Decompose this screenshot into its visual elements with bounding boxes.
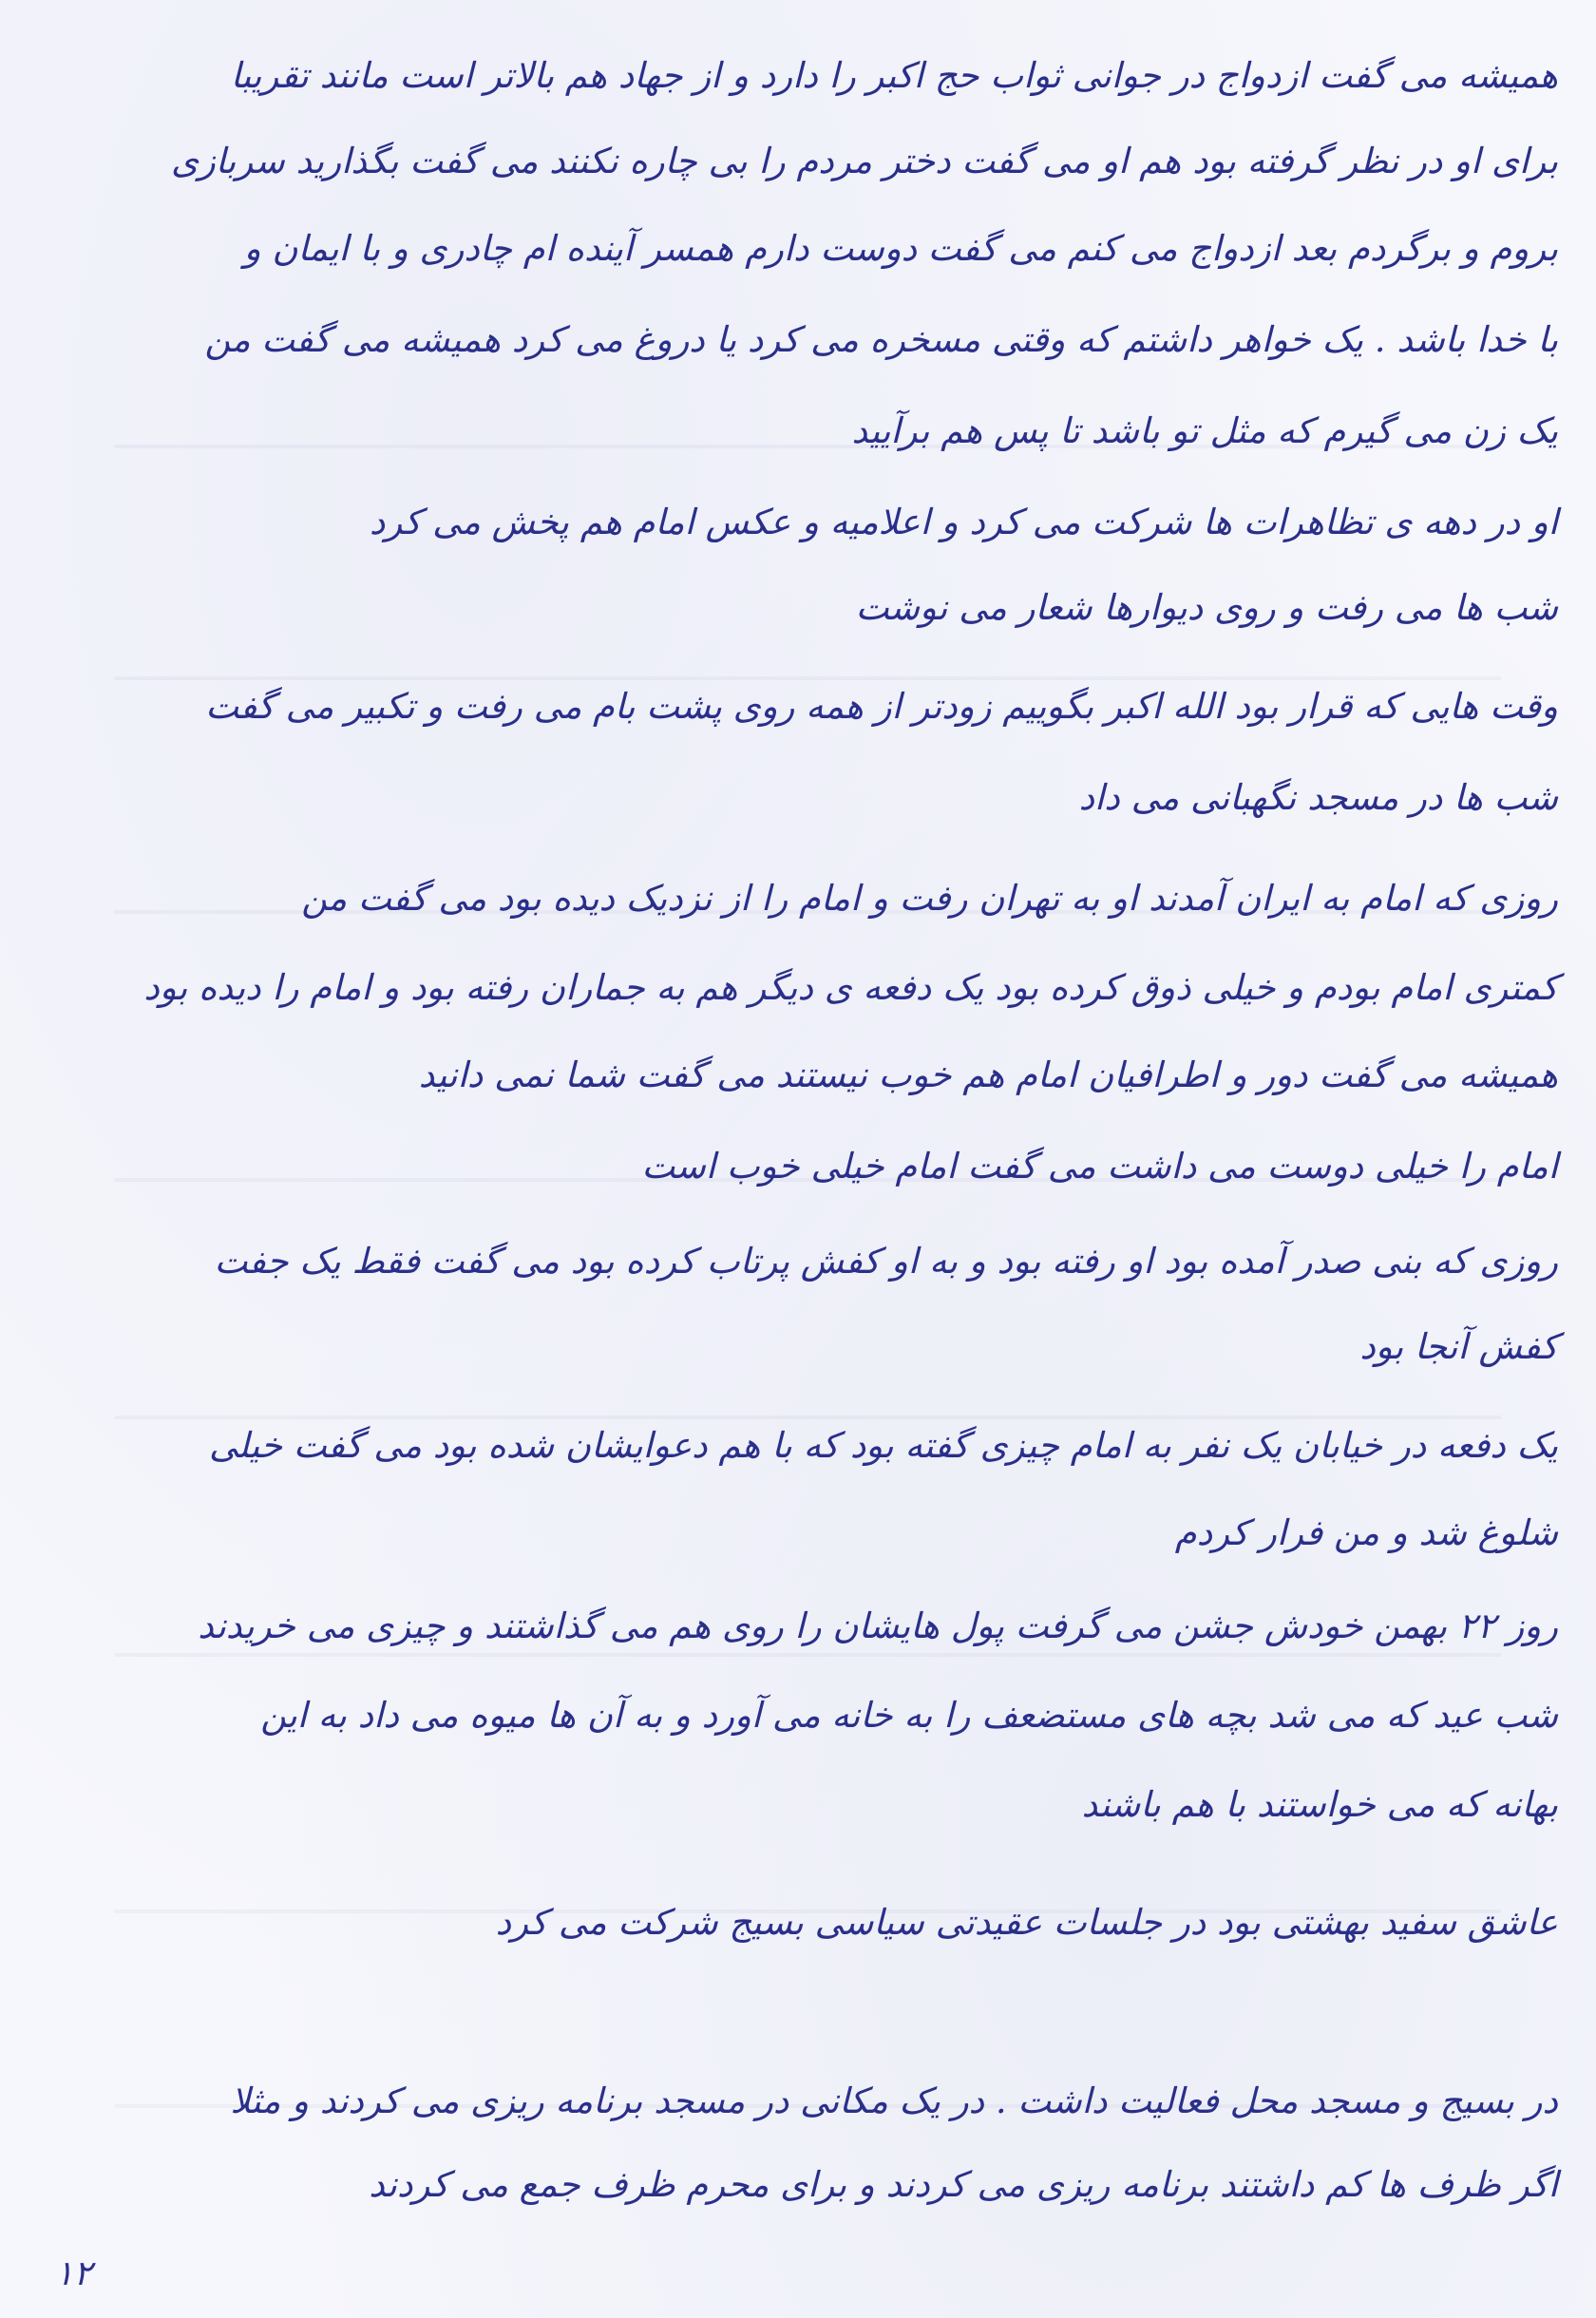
handwritten-line: همیشه می گفت دور و اطرافیان امام هم خوب نیستند می گفت شما نمی دانید [418, 1054, 1558, 1095]
handwritten-line: امام را خیلی دوست می داشت می گفت امام خیلی خوب است [641, 1146, 1558, 1187]
handwritten-line: کفش آنجا بود [1359, 1326, 1558, 1367]
handwritten-line: اگر ظرف ها کم داشتند برنامه ریزی می کردند و برای محرم ظرف جمع می کردند [369, 2164, 1558, 2205]
handwritten-line: بروم و برگردم بعد ازدواج می کنم می گفت دوست دارم همسر آینده ام چادری و با ایمان و [243, 228, 1558, 269]
handwritten-line: در بسیج و مسجد محل فعالیت داشت . در یک مکانی در مسجد برنامه ریزی می کردند و مثلا [230, 2080, 1558, 2121]
handwritten-line: بهانه که می خواستند با هم باشند [1081, 1784, 1558, 1825]
handwritten-line: یک زن می گیرم که مثل تو باشد تا پس هم برآیید [851, 410, 1558, 451]
handwritten-line: شب ها در مسجد نگهبانی می داد [1078, 777, 1558, 818]
handwritten-line: روزی که امام به ایران آمدند او به تهران رفت و امام را از نزدیک دیده بود می گفت من [301, 878, 1558, 919]
handwritten-line: همیشه می گفت ازدواج در جوانی ثواب حج اکبر را دارد و از جهاد هم بالاتر است مانند تقریبا [230, 55, 1558, 96]
handwritten-line: عاشق سفید بهشتی بود در جلسات عقیدتی سیاسی بسیج شرکت می کرد [495, 1902, 1558, 1943]
handwritten-line: وقت هایی که قرار بود الله اکبر بگوییم زودتر از همه روی پشت بام می رفت و تکبیر می گفت [205, 686, 1558, 727]
page-number: ۱۲ [55, 2254, 92, 2293]
handwritten-line: او در دهه ی تظاهرات ها شرکت می کرد و اعلامیه و عکس امام هم پخش می کرد [369, 502, 1558, 542]
handwritten-line: شلوغ شد و من فرار کردم [1174, 1512, 1558, 1553]
handwritten-line: یک دفعه در خیابان یک نفر به امام چیزی گفته بود که با هم دعوایشان شده بود می گفت خیلی [208, 1425, 1558, 1466]
handwritten-line: برای او در نظر گرفته بود هم او می گفت دختر مردم را بی چاره نکنند می گفت بگذارید سربازی [170, 141, 1558, 181]
handwritten-line: روزی که بنی صدر آمده بود او رفته بود و به او کفش پرتاب کرده بود می گفت فقط یک جفت [214, 1241, 1558, 1282]
handwritten-line: شب ها می رفت و روی دیوارها شعار می نوشت [855, 587, 1558, 628]
handwritten-line: شب عید که می شد بچه های مستضعف را به خانه می آورد و به آن ها میوه می داد به این [260, 1695, 1558, 1736]
handwritten-line: با خدا باشد . یک خواهر داشتم که وقتی مسخره می کرد یا دروغ می کرد همیشه می گفت من [204, 319, 1558, 360]
handwritten-line: کمتری امام بودم و خیلی ذوق کرده بود یک دفعه ی دیگر هم به جماران رفته بود و امام را دیده بود [143, 967, 1558, 1008]
handwritten-text-block [38, 48, 1558, 2270]
handwritten-line: روز ۲۲ بهمن خودش جشن می گرفت پول هایشان را روی هم می گذاشتند و چیزی می خریدند [198, 1606, 1558, 1646]
